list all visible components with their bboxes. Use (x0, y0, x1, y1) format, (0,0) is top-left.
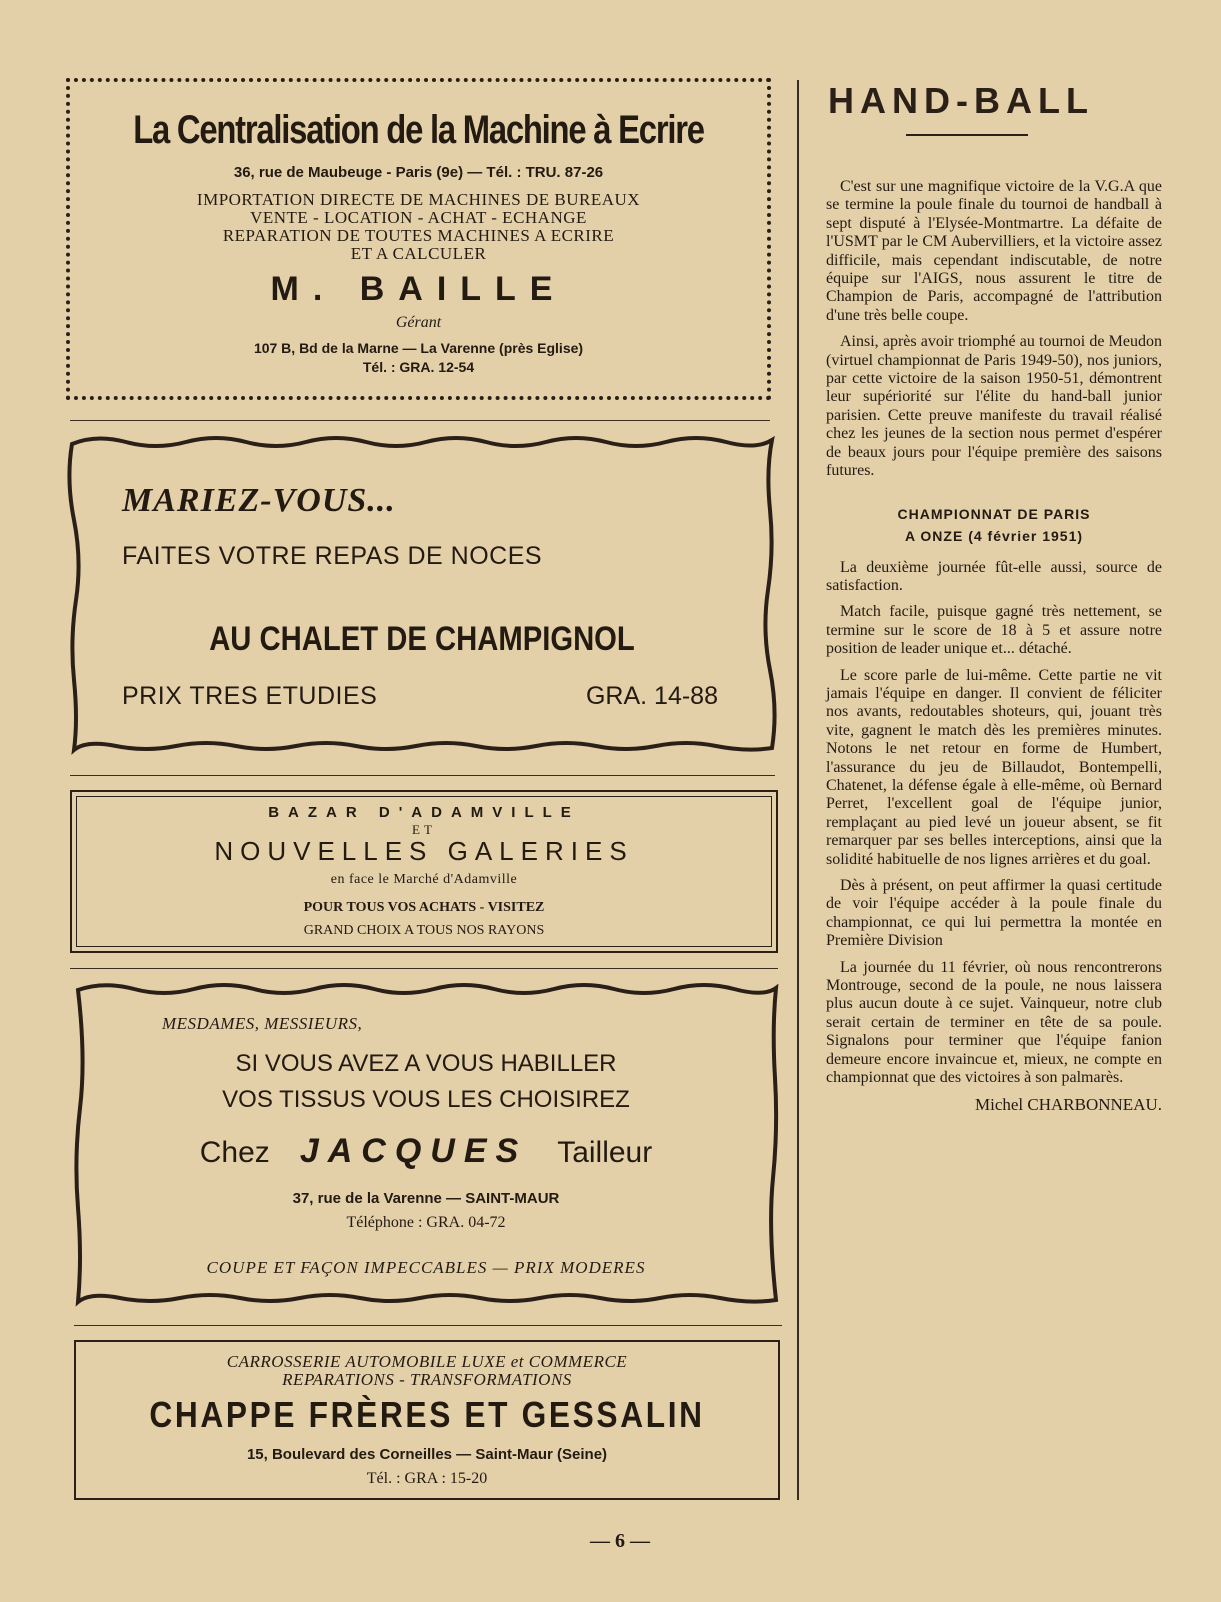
ad-bazar-line2: ET (412, 822, 436, 837)
divider (70, 420, 770, 421)
article-paragraph: La journée du 11 février, où nous rencontrerons Montrouge, second de la poule, ne nous laissera plus aucun doute à ce sujet. Vainqueur, notre club serait certain de terminer en tête de sa poule. Signalons pour terminer que l'équipe fanion demeure encore invaincue et, mieux, ne compte en championnat que des victoires à son palmarès. (826, 958, 1162, 1087)
ad-chappe-line1: CARROSSERIE AUTOMOBILE LUXE et COMMERCE (226, 1352, 628, 1371)
ad-chappe-line2: REPARATIONS - TRANSFORMATIONS (282, 1370, 572, 1389)
ad-jacques-name: JACQUES (299, 1132, 528, 1170)
ad-chappe-address: 15, Boulevard des Corneilles — Saint-Maur (Seine) (246, 1446, 608, 1463)
article-paragraph: La deuxième journée fût-elle aussi, source de satisfaction. (826, 558, 1162, 594)
ad-chappe-phone: Tél. : GRA : 15-20 (366, 1470, 488, 1487)
article-signature: Michel CHARBONNEAU. (975, 1095, 1162, 1115)
article-title: HAND-BALL (828, 80, 1094, 121)
ad-bazar-line3: NOUVELLES GALERIES (214, 836, 634, 866)
ad-typewriter-line-3: REPARATION DE TOUTES MACHINES A ECRIRE (222, 226, 615, 245)
article-body (826, 178, 1162, 1115)
ad-jacques-chez: Chez (199, 1136, 270, 1169)
ad-typewriter (66, 78, 771, 400)
ad-chalet (66, 430, 778, 760)
article-title-rule (906, 134, 1028, 136)
ad-chalet-prices: PRIX TRES ETUDIES (122, 682, 378, 710)
article-subhead-line1: CHAMPIONNAT DE PARIS (897, 505, 1091, 522)
ad-jacques-line1: SI VOUS AVEZ A VOUS HABILLER (235, 1050, 617, 1077)
ad-jacques-line2: VOS TISSUS VOUS LES CHOISIREZ (222, 1086, 630, 1113)
article-paragraph: Dès à présent, on peut affirmer la quasi certitude de voir l'équipe accéder à la poule finale du championnat, ce qui lui permettra la montée en Première Division (826, 877, 1162, 950)
article-paragraph: Match facile, puisque gagné très nettement, se termine sur le score de 18 à 5 et assure notre position de leader unique et... détaché. (826, 603, 1162, 658)
ad-typewriter-line-4: ET A CALCULER (350, 244, 487, 263)
ad-bazar (70, 790, 778, 953)
ad-bazar-line4: en face le Marché d'Adamville (330, 872, 518, 887)
ad-jacques-tagline: COUPE ET FAÇON IMPECCABLES — PRIX MODERES (206, 1258, 646, 1277)
ad-jacques-role: Tailleur (557, 1136, 653, 1169)
ad-jacques-name-row (70, 1132, 782, 1171)
ad-bazar-line6: GRAND CHOIX A TOUS NOS RAYONS (303, 923, 545, 938)
ad-chalet-name: AU CHALET DE CHAMPIGNOL (209, 620, 635, 658)
ad-chalet-phone: GRA. 14-88 (585, 682, 718, 710)
ad-typewriter-title: La Centralisation de la Machine à Ecrire (133, 108, 704, 152)
ad-chappe-name: CHAPPE FRÈRES ET GESSALIN (149, 1394, 705, 1435)
ad-jacques-phone: Téléphone : GRA. 04-72 (346, 1214, 506, 1231)
ad-typewriter-address: 36, rue de Maubeuge - Paris (9e) — Tél. : TRU. 87-26 (233, 164, 604, 181)
article-subhead-line2: A ONZE (4 février 1951) (904, 527, 1084, 544)
ad-typewriter-address2: 107 B, Bd de la Marne — La Varenne (près Eglise) (253, 340, 584, 356)
ad-typewriter-role: Gérant (395, 314, 442, 331)
ad-typewriter-manager: M. BAILLE (270, 270, 567, 308)
ad-chalet-headline: MARIEZ-VOUS... (122, 482, 396, 519)
article-paragraph: C'est sur une magnifique victoire de la V.G.A que se termine la poule finale du tournoi de handball à sept disputé à l'Elysée-Montmartre. La défaite de l'USMT par le CM Aubervilliers, et la victoire assez difficile, mais cependant indiscutable, de notre équipe sur l'AIGS, nous assurent le titre de Champion de Paris, accompagné de l'attribution d'une très belle coupe. (826, 178, 1162, 324)
page-number: — 6 — (590, 1530, 650, 1552)
ad-typewriter-line-1: IMPORTATION DIRECTE DE MACHINES DE BUREAUX (196, 190, 641, 209)
ad-jacques-greeting: MESDAMES, MESSIEURS, (162, 1014, 363, 1033)
article-paragraph: Le score parle de lui-même. Cette partie ne vit jamais l'équipe en danger. Il convient de féliciter nos avants, redoutables shoteurs, qui, jouant très vite, gagnent le match dès les premières minutes. Notons le net retour en forme de Humbert, l'assurance du jeu de Billaudot, Bontempelli, Chatenet, la défense égale à elle-même, où Bernard Perret, l'excellent goal de l'équipe junior, remplaçant au pied levé un joueur absent, se fit remarquer par ses belles interceptions, ainsi que la solidité habituelle de nos lignes arrières et du goal. (826, 666, 1162, 868)
article-subhead (826, 503, 1162, 547)
article-paragraph: Ainsi, après avoir triomphé au tournoi de Meudon (virtuel championnat de Paris 1949-50), nos juniors, par cette victoire de la saison 1950-51, démontrent leur supériorité sur l'élite du hand-ball junior parisien. Cette preuve manifeste du travail réalisé chez les jeunes de la section nous permet d'espérer de beaux jours pour l'équipe première des saisons futures. (826, 333, 1162, 480)
ad-typewriter-line-2: VENTE - LOCATION - ACHAT - ECHANGE (250, 208, 587, 227)
ad-bazar-line5: POUR TOUS VOS ACHATS - VISITEZ (303, 900, 545, 915)
divider (70, 775, 775, 776)
ad-jacques (70, 978, 782, 1313)
column-rule (797, 80, 799, 1500)
divider (70, 968, 778, 969)
ad-jacques-address: 37, rue de la Varenne — SAINT-MAUR (292, 1190, 560, 1207)
ad-typewriter-phone2: Tél. : GRA. 12-54 (362, 359, 475, 375)
divider (74, 1325, 782, 1326)
ad-chalet-line1: FAITES VOTRE REPAS DE NOCES (122, 542, 543, 570)
ad-chappe (74, 1340, 780, 1500)
ad-bazar-line1: BAZAR D'ADAMVILLE (268, 804, 580, 821)
